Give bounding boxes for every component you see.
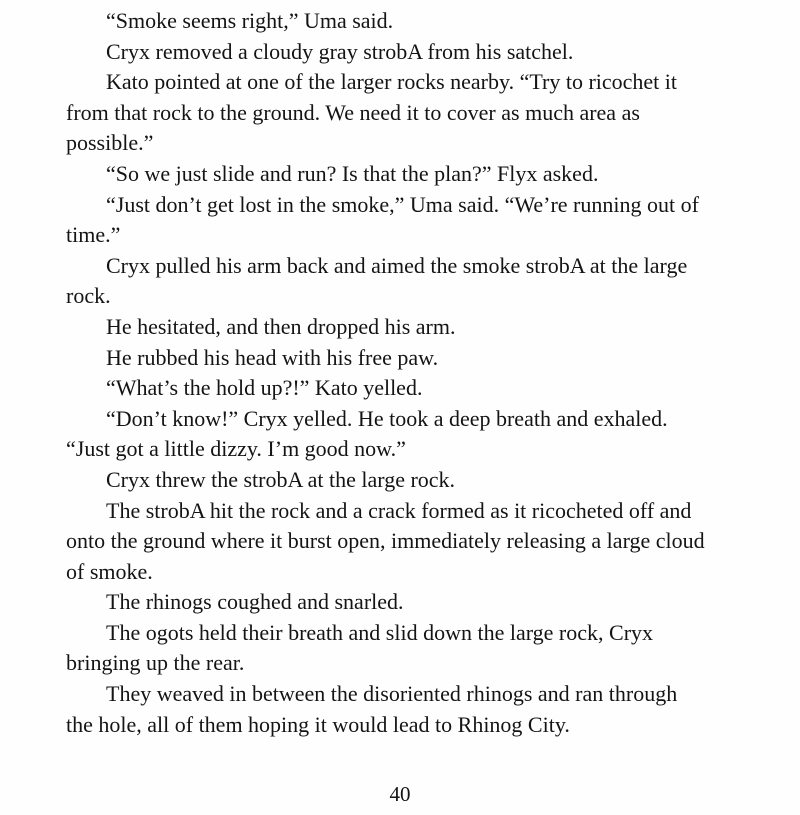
paragraph: “Just don’t get lost in the smoke,” Uma said. “We’re running out of time.” bbox=[66, 191, 699, 248]
paragraph: The rhinogs coughed and snarled. bbox=[106, 589, 404, 615]
paragraph: He hesitated, and then dropped his arm. bbox=[106, 313, 456, 339]
paragraph: “Don’t know!” Cryx yelled. He took a deep breath and exhaled. “Just got a little dizzy. I’m good now.” bbox=[66, 405, 668, 462]
paragraph: Cryx pulled his arm back and aimed the smoke strobA at the large rock. bbox=[66, 252, 688, 309]
paragraph: Cryx removed a cloudy gray strobA from his satchel. bbox=[106, 38, 574, 64]
paragraph: They weaved in between the disoriented rhinogs and ran through the hole, all of them hoping it would lead to Rhinog City. bbox=[66, 681, 678, 737]
paragraph: Cryx threw the strobA at the large rock. bbox=[106, 466, 456, 492]
page-number: 40 bbox=[389, 782, 411, 806]
paragraph: Kato pointed at one of the larger rocks nearby. “Try to ricochet it from that rock to the ground. We need it to cover as much area as possible.” bbox=[66, 69, 678, 156]
body-text bbox=[66, 6, 706, 740]
paragraph: “What’s the hold up?!” Kato yelled. bbox=[106, 375, 423, 401]
paragraph: The ogots held their breath and slid down the large rock, Cryx bringing up the rear. bbox=[66, 619, 654, 676]
paragraph: He rubbed his head with his free paw. bbox=[106, 344, 439, 370]
paragraph: The strobA hit the rock and a crack formed as it ricocheted off and onto the ground where it burst open, immediately releasing a large cloud of smoke. bbox=[66, 497, 705, 584]
paragraph: “So we just slide and run? Is that the plan?” Flyx asked. bbox=[106, 160, 599, 186]
paragraph: “Smoke seems right,” Uma said. bbox=[106, 8, 394, 33]
